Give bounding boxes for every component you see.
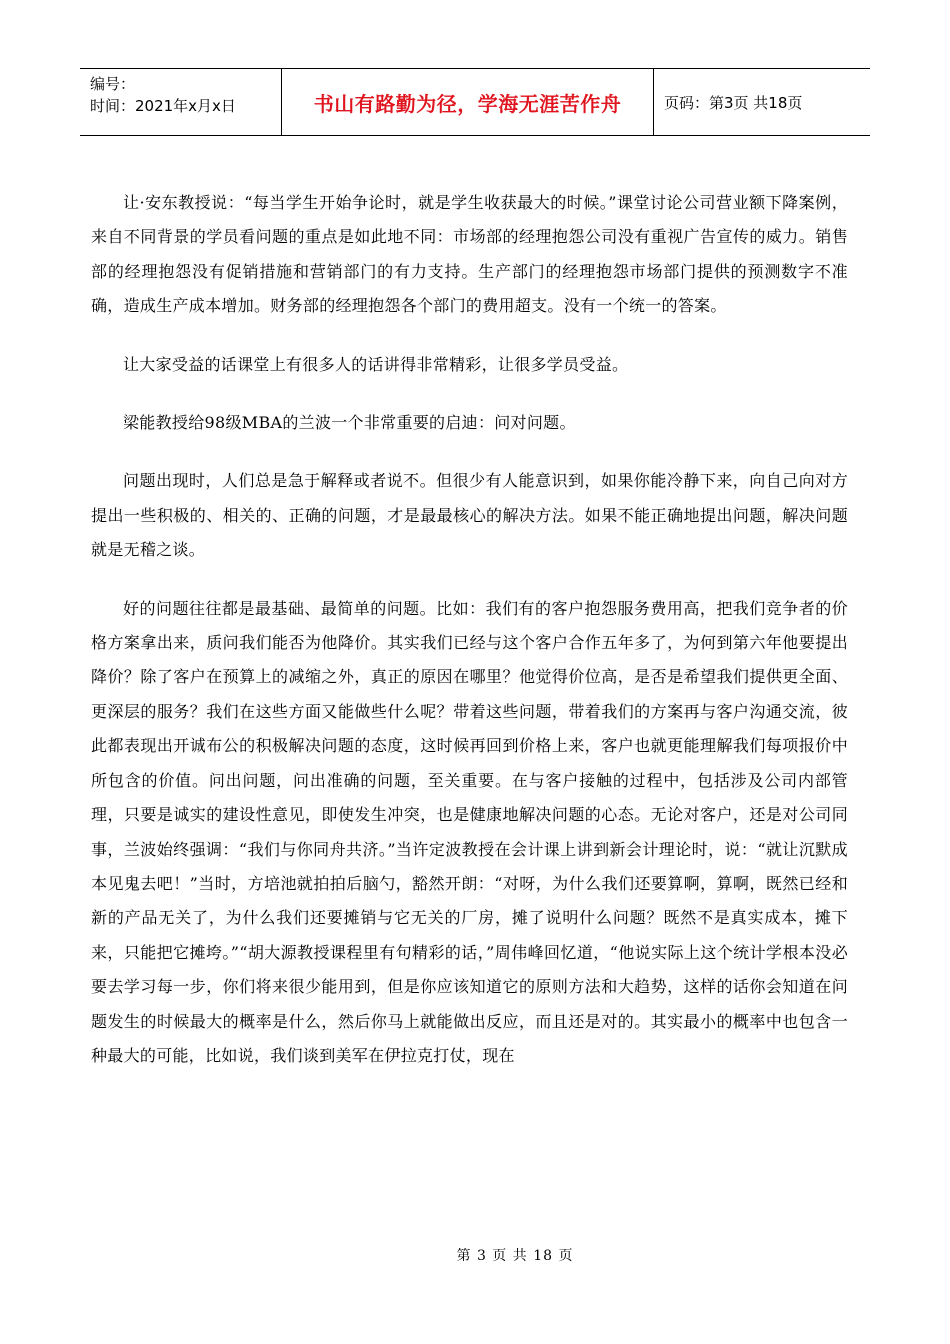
page-footer <box>0 1245 950 1265</box>
page-info-cell <box>654 69 870 135</box>
date-line: 时间：2021年x月x日 <box>90 97 236 115</box>
document-body <box>91 186 848 1097</box>
document-header <box>80 68 870 136</box>
code-label: 编号： <box>90 75 136 93</box>
paragraph: 好的问题往往都是最基础、最简单的问题。比如：我们有的客户抱怨服务费用高，把我们竞争者的价格方案拿出来，质问我们能否为他降价。其实我们已经与这个客户合作五年多了，为何到第六年他要提出降价？除了客户在预算上的减缩之外，真正的原因在哪里？他觉得价位高，是否是希望我们提供更全面、更深层的服务？我们在这些方面又能做些什么呢？带着这些问题，带着我们的方案再与客户沟通交流，彼此都表现出开诚布公的积极解决问题的态度，这时候再回到价格上来，客户也就更能理解我们每项报价中所包含的价值。问出问题，问出准确的问题，至关重要。在与客户接触的过程中，包括涉及公司内部管理，只要是诚实的建设性意见，即使发生冲突，也是健康地解决问题的心态。无论对客户，还是对公司同事，兰波始终强调：“我们与你同舟共济。”当许定波教授在会计课上讲到新会计理论时，说：“就让沉默成本见鬼去吧！”当时，方培池就拍拍后脑勺，豁然开朗：“对呀，为什么我们还要算啊，算啊，既然已经和新的产品无关了，为什么我们还要摊销与它无关的厂房，摊了说明什么问题？既然不是真实成本，摊下来，只能把它摊垮。”“胡大源教授课程里有句精彩的话，”周伟峰回忆道，“他说实际上这个统计学根本没必要去学习每一步，你们将来很少能用到，但是你应该知道它的原则方法和大趋势，这样的话你会知道在问题发生的时候最大的概率是什么，然后你马上就能做出反应，而且还是对的。其实最小的概率中也包含一种最大的可能，比如说，我们谈到美军在伊拉克打仗，现在 <box>91 598 848 1065</box>
header-meta-cell <box>80 69 281 135</box>
paragraph: 让·安东教授说：“每当学生开始争论时，就是学生收获最大的时候。”课堂讨论公司营业额下降案例，来自不同背景的学员看问题的重点是如此地不同：市场部的经理抱怨公司没有重视广告宣传的威力。销售部的经理抱怨没有促销措施和营销部门的有力支持。生产部门的经理抱怨市场部门提供的预测数字不准确，造成生产成本增加。财务部的经理抱怨各个部门的费用超支。没有一个统一的答案。 <box>91 193 848 316</box>
motto-cell <box>281 69 654 135</box>
paragraph: 梁能教授给98级MBA的兰波一个非常重要的启迪：问对问题。 <box>123 413 576 433</box>
paragraph: 问题出现时，人们总是急于解释或者说不。但很少有人能意识到，如果你能冷静下来，向自己向对方提出一些积极的、相关的、正确的问题，才是最最核心的解决方法。如果不能正确地提出问题，解决问题就是无稽之谈。 <box>91 471 848 560</box>
footer-page-number: 第 3 页 共 18 页 <box>456 1248 574 1264</box>
page-info-text: 页码：第3页 共18页 <box>664 93 803 112</box>
paragraph: 让大家受益的话课堂上有很多人的话讲得非常精彩，让很多学员受益。 <box>123 354 629 374</box>
motto-text: 书山有路勤为径，学海无涯苦作舟 <box>313 91 622 116</box>
